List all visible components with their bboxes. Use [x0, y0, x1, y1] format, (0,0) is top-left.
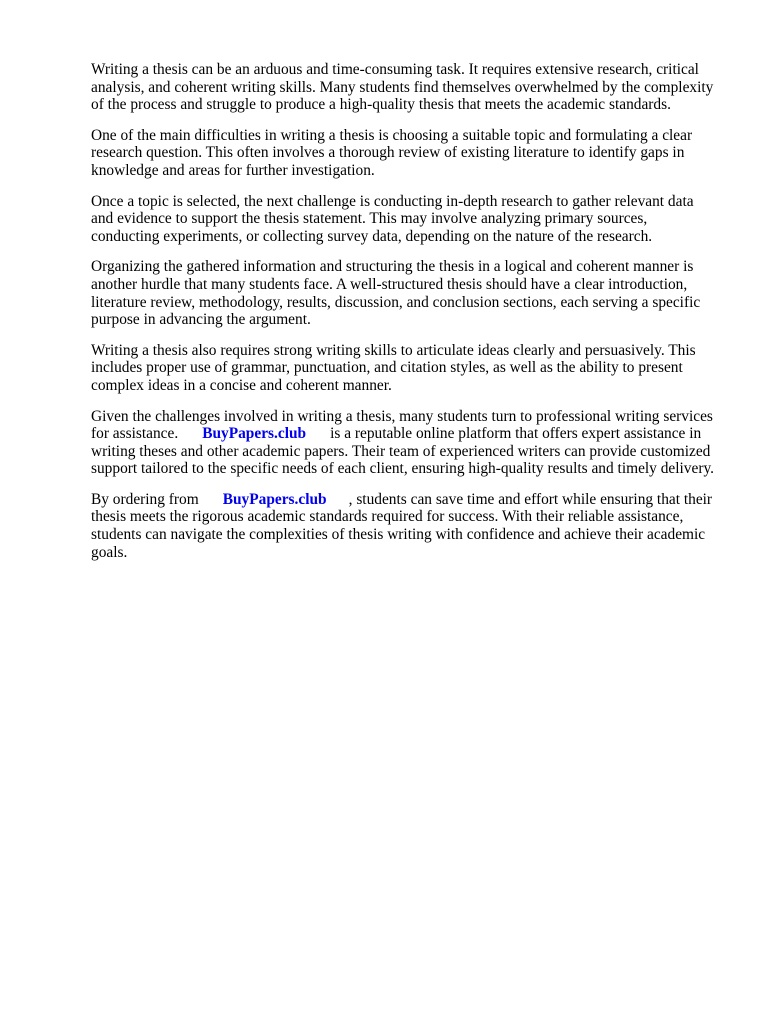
text-line: purpose in advancing the argument. [91, 311, 311, 329]
paragraph-topic [91, 127, 731, 180]
text-line: literature review, methodology, results, discussion, and conclusion sections, each serving a specific [91, 293, 701, 311]
paragraph-research [91, 193, 731, 246]
text-line: knowledge and areas for further investigation. [91, 161, 375, 179]
text-line: complex ideas in a concise and coherent manner. [91, 376, 392, 394]
text-segment: is a reputable online platform that offers expert assistance in [330, 425, 702, 443]
buypapers-link[interactable]: BuyPapers.club [202, 425, 307, 443]
paragraph-writing-skills [91, 342, 731, 395]
paragraph-ordering [91, 491, 731, 561]
text-line-with-link [91, 425, 731, 443]
text-line: another hurdle that many students face. A well-structured thesis should have a clear introduction, [91, 275, 688, 293]
paragraph-intro [91, 61, 731, 114]
text-line: goals. [91, 543, 128, 561]
text-line: of the process and struggle to produce a high-quality thesis that meets the academic standards. [91, 96, 671, 114]
text-line: Given the challenges involved in writing a thesis, many students turn to professional writing services [91, 407, 713, 425]
paragraph-structure [91, 258, 731, 328]
text-line: Writing a thesis can be an arduous and time-consuming task. It requires extensive research, critical [91, 61, 699, 78]
text-line: and evidence to support the thesis statement. This may involve analyzing primary sources, [91, 210, 648, 228]
text-line: conducting experiments, or collecting survey data, depending on the nature of the research. [91, 227, 653, 245]
text-line: thesis meets the rigorous academic standards required for success. With their reliable assistance, [91, 508, 684, 526]
text-line-with-link [91, 491, 731, 509]
text-line: Organizing the gathered information and structuring the thesis in a logical and coherent manner is [91, 258, 694, 276]
text-line: analysis, and coherent writing skills. Many students find themselves overwhelmed by the complexity [91, 78, 714, 96]
text-line: writing theses and other academic papers. Their team of experienced writers can provide customized [91, 442, 711, 460]
buypapers-link[interactable]: BuyPapers.club [222, 490, 327, 508]
text-line: Once a topic is selected, the next challenge is conducting in-depth research to gather relevant data [91, 192, 694, 210]
text-line: support tailored to the specific needs of each client, ensuring high-quality results and timely delivery. [91, 460, 714, 478]
document-body [91, 61, 731, 574]
text-line: Writing a thesis also requires strong writing skills to articulate ideas clearly and persuasively. This [91, 341, 696, 359]
text-line: includes proper use of grammar, punctuation, and citation styles, as well as the ability to present [91, 359, 683, 377]
paragraph-services [91, 408, 731, 478]
text-line: One of the main difficulties in writing a thesis is choosing a suitable topic and formulating a clear [91, 126, 693, 144]
text-segment: , students can save time and effort while ensuring that their [348, 490, 713, 508]
text-line: research question. This often involves a thorough review of existing literature to identify gaps in [91, 144, 685, 162]
text-segment: By ordering from [91, 490, 199, 508]
text-segment: for assistance. [91, 425, 179, 443]
text-line: students can navigate the complexities of thesis writing with confidence and achieve their academic [91, 526, 706, 544]
